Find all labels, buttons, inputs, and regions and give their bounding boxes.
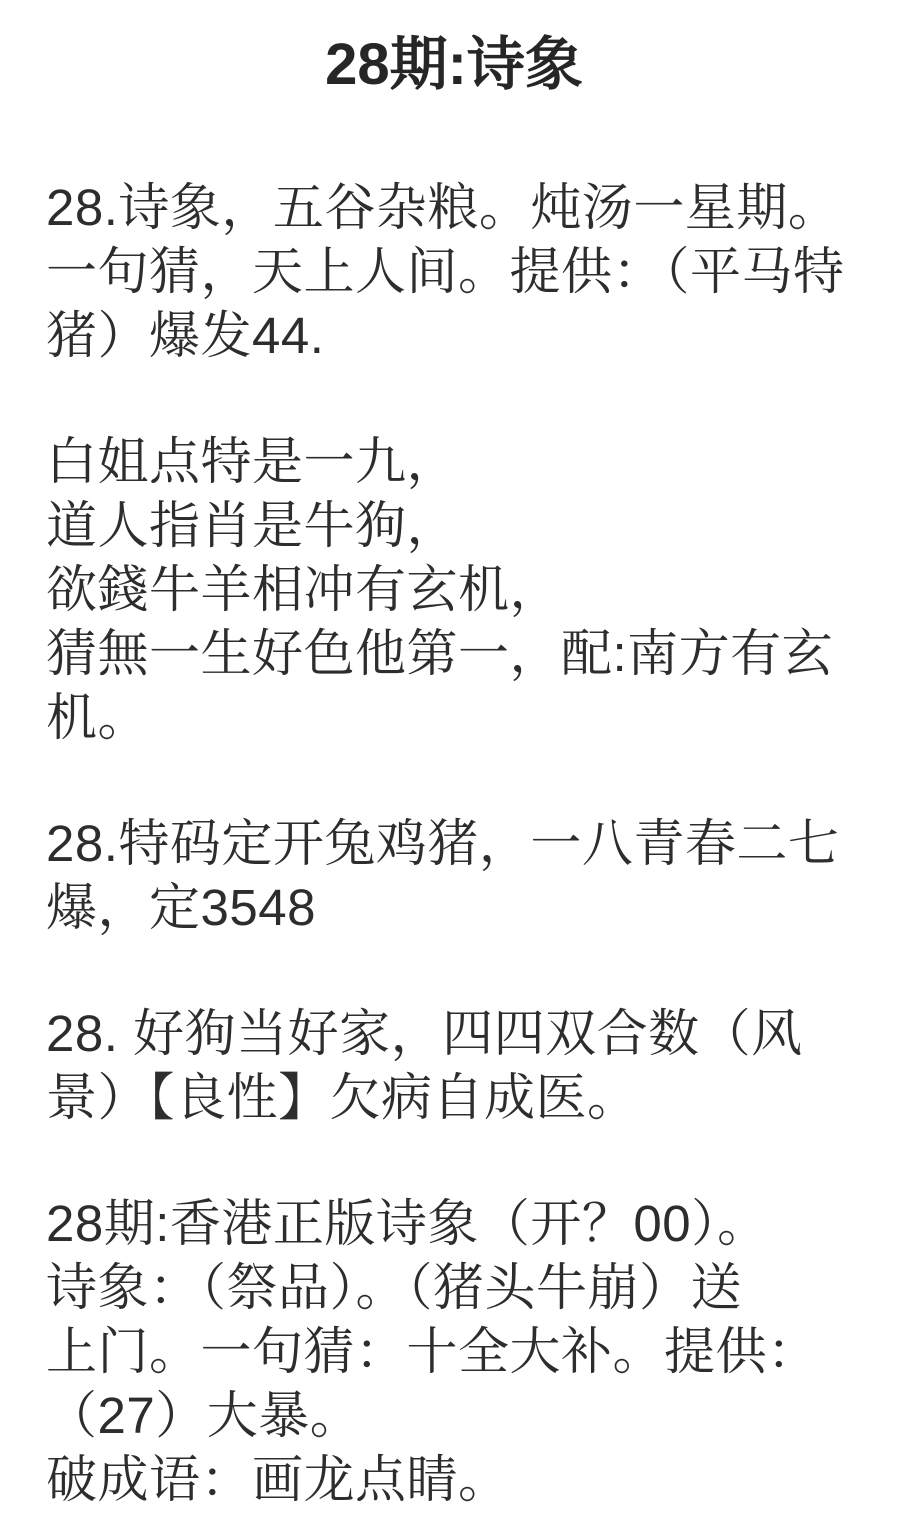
- text-line: 道人指肖是牛狗，: [46, 497, 459, 554]
- page-title: 28期:诗象: [325, 32, 583, 97]
- text-line: 28期:香港正版诗象（开？00）。: [46, 1195, 769, 1252]
- document-page: [0, 30, 908, 1530]
- text-line: 诗象：（祭品）。（猪头牛崩）送: [46, 1259, 743, 1316]
- text-line: 上门。一句猜：十全大补。提供：: [46, 1323, 819, 1380]
- text-line: 破成语：画龙点睛。: [46, 1451, 510, 1508]
- text-line: 一句猜，天上人间。提供：（平马特: [46, 243, 845, 300]
- text-line: 28. 好狗当好家，四四双合数（风: [46, 1005, 803, 1062]
- text-line: 猪）爆发44.: [46, 307, 325, 364]
- paragraph-special-code: [46, 812, 862, 940]
- paragraph-hint: [46, 1002, 862, 1130]
- text-line: 爆，定3548: [46, 879, 316, 936]
- paragraph-hongkong-edition: [46, 1192, 862, 1512]
- text-line: 白姐点特是一九，: [46, 433, 459, 490]
- text-line: 28.诗象，五谷杂粮。炖汤一星期。: [46, 179, 840, 236]
- text-line: （27）大暴。: [46, 1387, 362, 1444]
- text-line: 28.特码定开兔鸡猪，一八青春二七: [46, 815, 840, 872]
- paragraph-intro: [46, 176, 862, 368]
- text-line: 欲錢牛羊相冲有玄机，: [46, 561, 562, 618]
- text-line: 景）【良性】欠病自成医。: [46, 1069, 639, 1126]
- content-area: [0, 176, 908, 1512]
- text-line: 猜無一生好色他第一，配:南方有玄: [46, 625, 834, 682]
- text-line: 机。: [46, 689, 150, 746]
- paragraph-poem: [46, 430, 862, 750]
